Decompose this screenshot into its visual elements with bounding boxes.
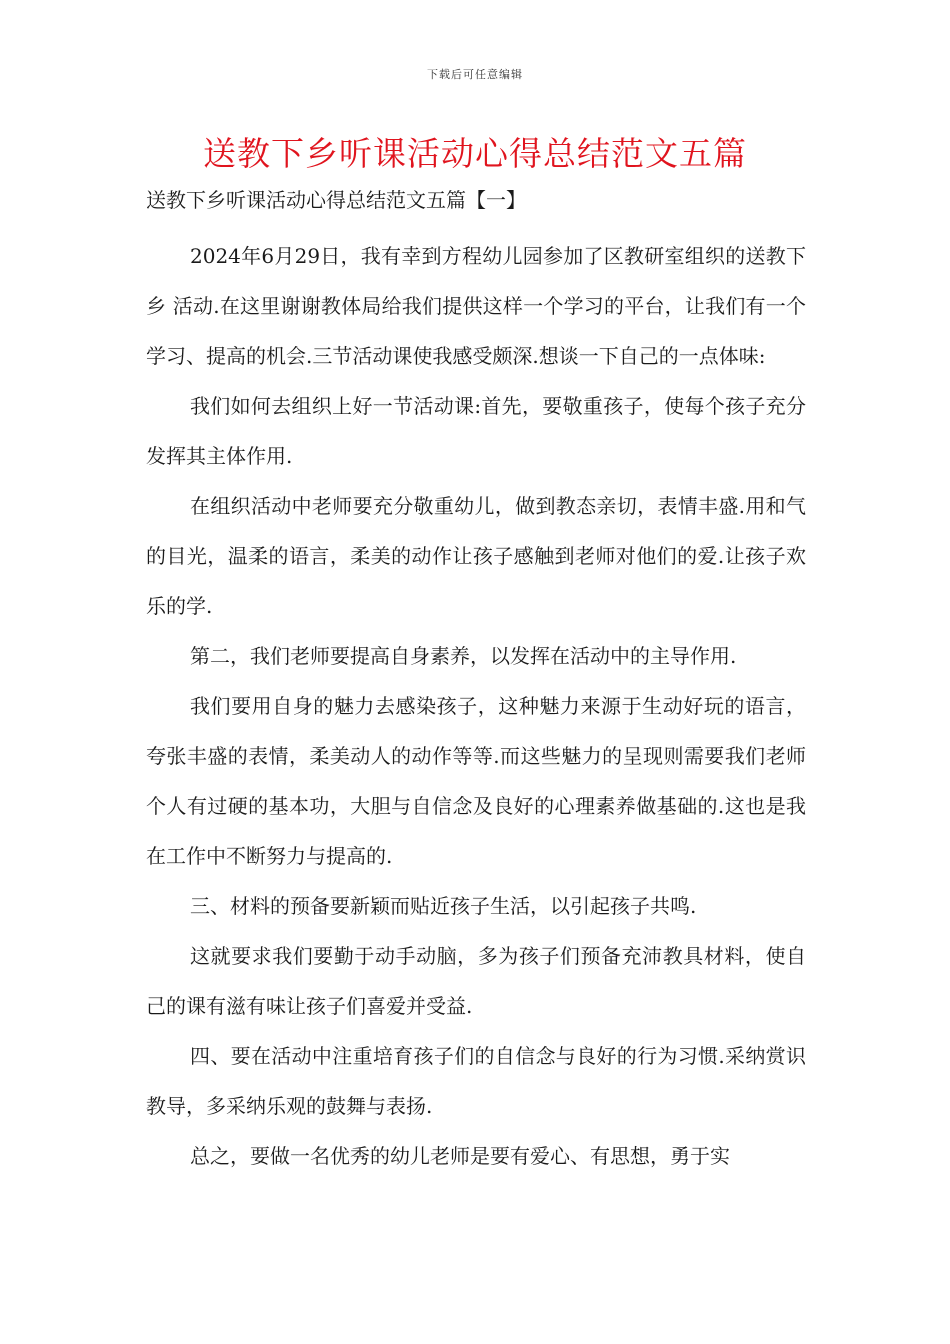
header-note: 下载后可任意编辑 [427,68,523,81]
document-title: 送教下乡听课活动心得总结范文五篇 [203,134,747,173]
paragraph: 四、要在活动中注重培育孩子们的自信念与良好的行为习惯.采纳赏识教导，多采纳乐观的鼓舞与表扬. [146,1044,806,1118]
document-body [146,183,806,1181]
paragraph: 第二，我们老师要提高自身素养，以发挥在活动中的主导作用. [190,644,737,668]
paragraph: 三、材料的预备要新颖而贴近孩子生活，以引起孩子共鸣. [190,894,697,918]
paragraph: 我们如何去组织上好一节活动课:首先，要敬重孩子，使每个孩子充分发挥其主体作用. [146,394,806,468]
paragraph: 我们要用自身的魅力去感染孩子，这种魅力来源于生动好玩的语言，夸张丰盛的表情，柔美动人的动作等等.而这些魅力的呈现则需要我们老师个人有过硬的基本功，大胆与自信念及良好的心理素养做基础的.这也是我在工作中不断努力与提高的. [146,694,806,868]
section-heading: 送教下乡听课活动心得总结范文五篇【一】 [146,188,526,212]
paragraph: 2024年6月29日，我有幸到方程幼儿园参加了区教研室组织的送教下乡 活动.在这里谢谢教体局给我们提供这样一个学习的平台，让我们有一个学习、提高的机会.三节活动课使我感受颇深.想谈一下自己的一点体味: [146,244,806,368]
paragraph: 这就要求我们要勤于动手动脑，多为孩子们预备充沛教具材料，使自己的课有滋有味让孩子们喜爱并受益. [146,944,806,1018]
paragraph: 在组织活动中老师要充分敬重幼儿，做到教态亲切，表情丰盛.用和气的目光，温柔的语言，柔美的动作让孩子感触到老师对他们的爱.让孩子欢乐的学. [146,494,806,618]
paragraph: 总之，要做一名优秀的幼儿老师是要有爱心、有思想，勇于实 [190,1144,730,1168]
